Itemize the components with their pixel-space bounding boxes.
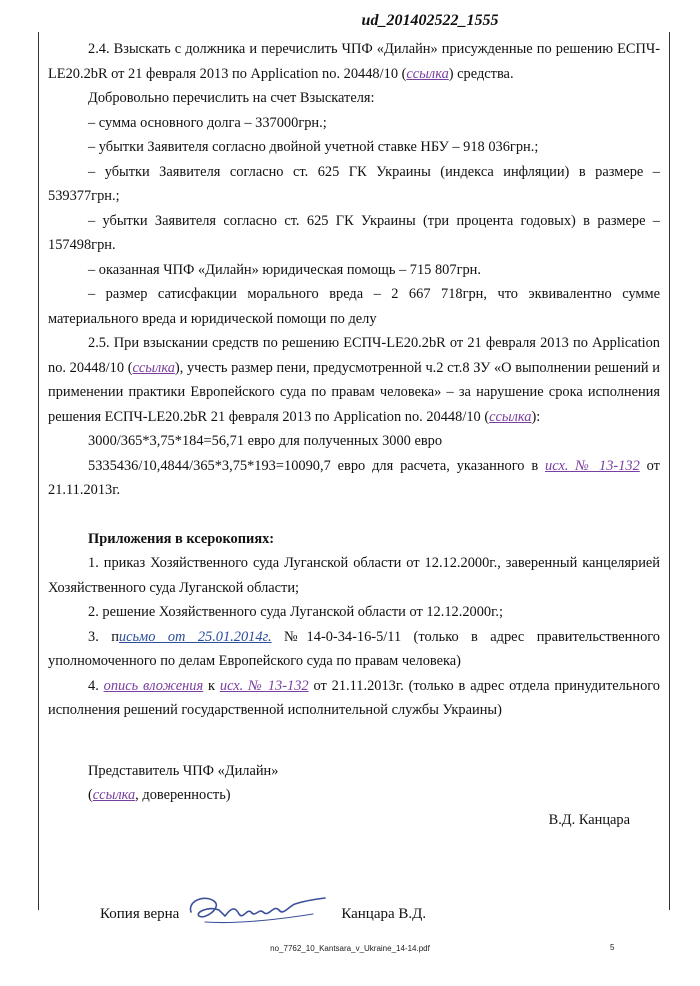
source-link[interactable]: ссылка [92,787,136,803]
text: ( [88,787,93,803]
letter-link[interactable]: исьмо от 25.01.2014г. [118,628,272,645]
document-id: ud_201402522_1555 [361,12,499,29]
source-link[interactable]: ссылка [489,408,532,425]
outgoing-ref-link[interactable]: исх. № 13-132 [219,677,309,694]
appendix-item-1: 1. приказ Хозяйственного суда Луганской области от 12.12.2000г., заверенный канцелярией Хозяйственного суда Луганской области; [48,555,660,596]
source-link[interactable]: ссылка [132,359,175,376]
item-losses-inflation: – убытки Заявителя согласно ст. 625 ГК Украины (индекса инфляции) в размере – 539377грн.; [48,163,660,204]
representative-line: Представитель ЧПФ «Дилайн» [88,762,279,779]
appendix-item-3 [48,625,660,674]
copy-certification [100,898,426,930]
text: , доверенность) [135,787,231,803]
text: 2.5. При взыскании средств по решению ЕСПЧ-LE20.2bR от 21 февраля 2013 по Application no. 20448/10 ( [48,335,660,376]
paragraph-2-4 [48,37,660,86]
footer-filename: no_7762_10_Kantsara_v_Ukraine_14-14.pdf [270,944,430,953]
calculation-line-2 [48,454,660,503]
source-link[interactable]: ссылка [406,65,449,82]
spacer [48,747,660,759]
appendix-item-2: 2. решение Хозяйственного суда Луганской области от 12.12.2000г.; [88,604,503,620]
item-moral-damage: – размер сатисфакции морального вреда – 2 667 718грн, что эквивалентно сумме материального вреда и юридической помощи по делу [48,286,660,327]
power-of-attorney-line [48,783,660,808]
voluntary-transfer-intro: Добровольно перечислить на счет Взыскателя: [88,90,375,106]
text: ), учесть размер пени, предусмотренной ч.2 ст.8 ЗУ «О выполнении решений и применении практики Европейского суда по правам человека» – за нарушение срока исполнения решения ЕСПЧ-LE20.2bR 21 февраля 2013 по Application no. 20448/10 ( [48,359,661,425]
text: от 21.11.2013г. (только в адрес отдела принудительного исполнения решений государственной исполнительной службы Украины) [48,677,660,718]
signer-name: В.Д. Канцара [548,811,630,828]
spacer [48,503,660,527]
text: ) средства. [448,65,514,82]
text: 4. [88,677,104,694]
appendix-item-4 [48,674,660,723]
text: 5335436/10,4844/365*3,75*193=10090,7 евро для расчета, указанного в [88,457,546,474]
page-number: 5 [610,943,615,952]
paragraph-2-5 [48,331,660,429]
calculation-line-1: 3000/365*3,75*184=56,71 евро для полученных 3000 евро [88,433,443,449]
item-principal-debt: – сумма основного долга – 337000грн.; [88,114,327,131]
outgoing-ref-link[interactable]: исх. № 13-132 [545,457,640,474]
spacer [48,723,660,747]
text: к [203,677,220,694]
item-losses-interest: – убытки Заявителя согласно ст. 625 ГК Украины (три процента годовых) в размере – 157498грн. [48,212,660,253]
appendix-title: Приложения в ксерокопиях: [88,530,275,547]
text: 3. п [88,628,119,645]
signer-row [48,808,660,832]
copy-label: Копия верна [100,905,180,922]
handwritten-signature [185,890,335,930]
text: ): [531,408,541,425]
text: от 21.11.2013г. [48,457,660,498]
item-legal-aid: – оказанная ЧПФ «Дилайн» юридическая помощь – 715 807грн. [88,261,481,278]
text: №14-0-34-16-5/11 (только в адрес правительственного уполномоченного по делам Европейского суда по правам человека) [48,628,661,669]
document-body [48,37,660,832]
text: 2.4. Взыскать с должника и перечислить ЧПФ «Дилайн» присужденные по решению ЕСПЧ-LE20.2bR от 21 февраля 2013 по Application no. 20448/10 ( [48,41,660,82]
item-losses-nbu: – убытки Заявителя согласно двойной учетной ставке НБУ – 918 036грн.; [88,139,539,155]
inventory-link[interactable]: опись вложения [103,677,204,694]
copy-name: Канцара В.Д. [341,905,427,922]
